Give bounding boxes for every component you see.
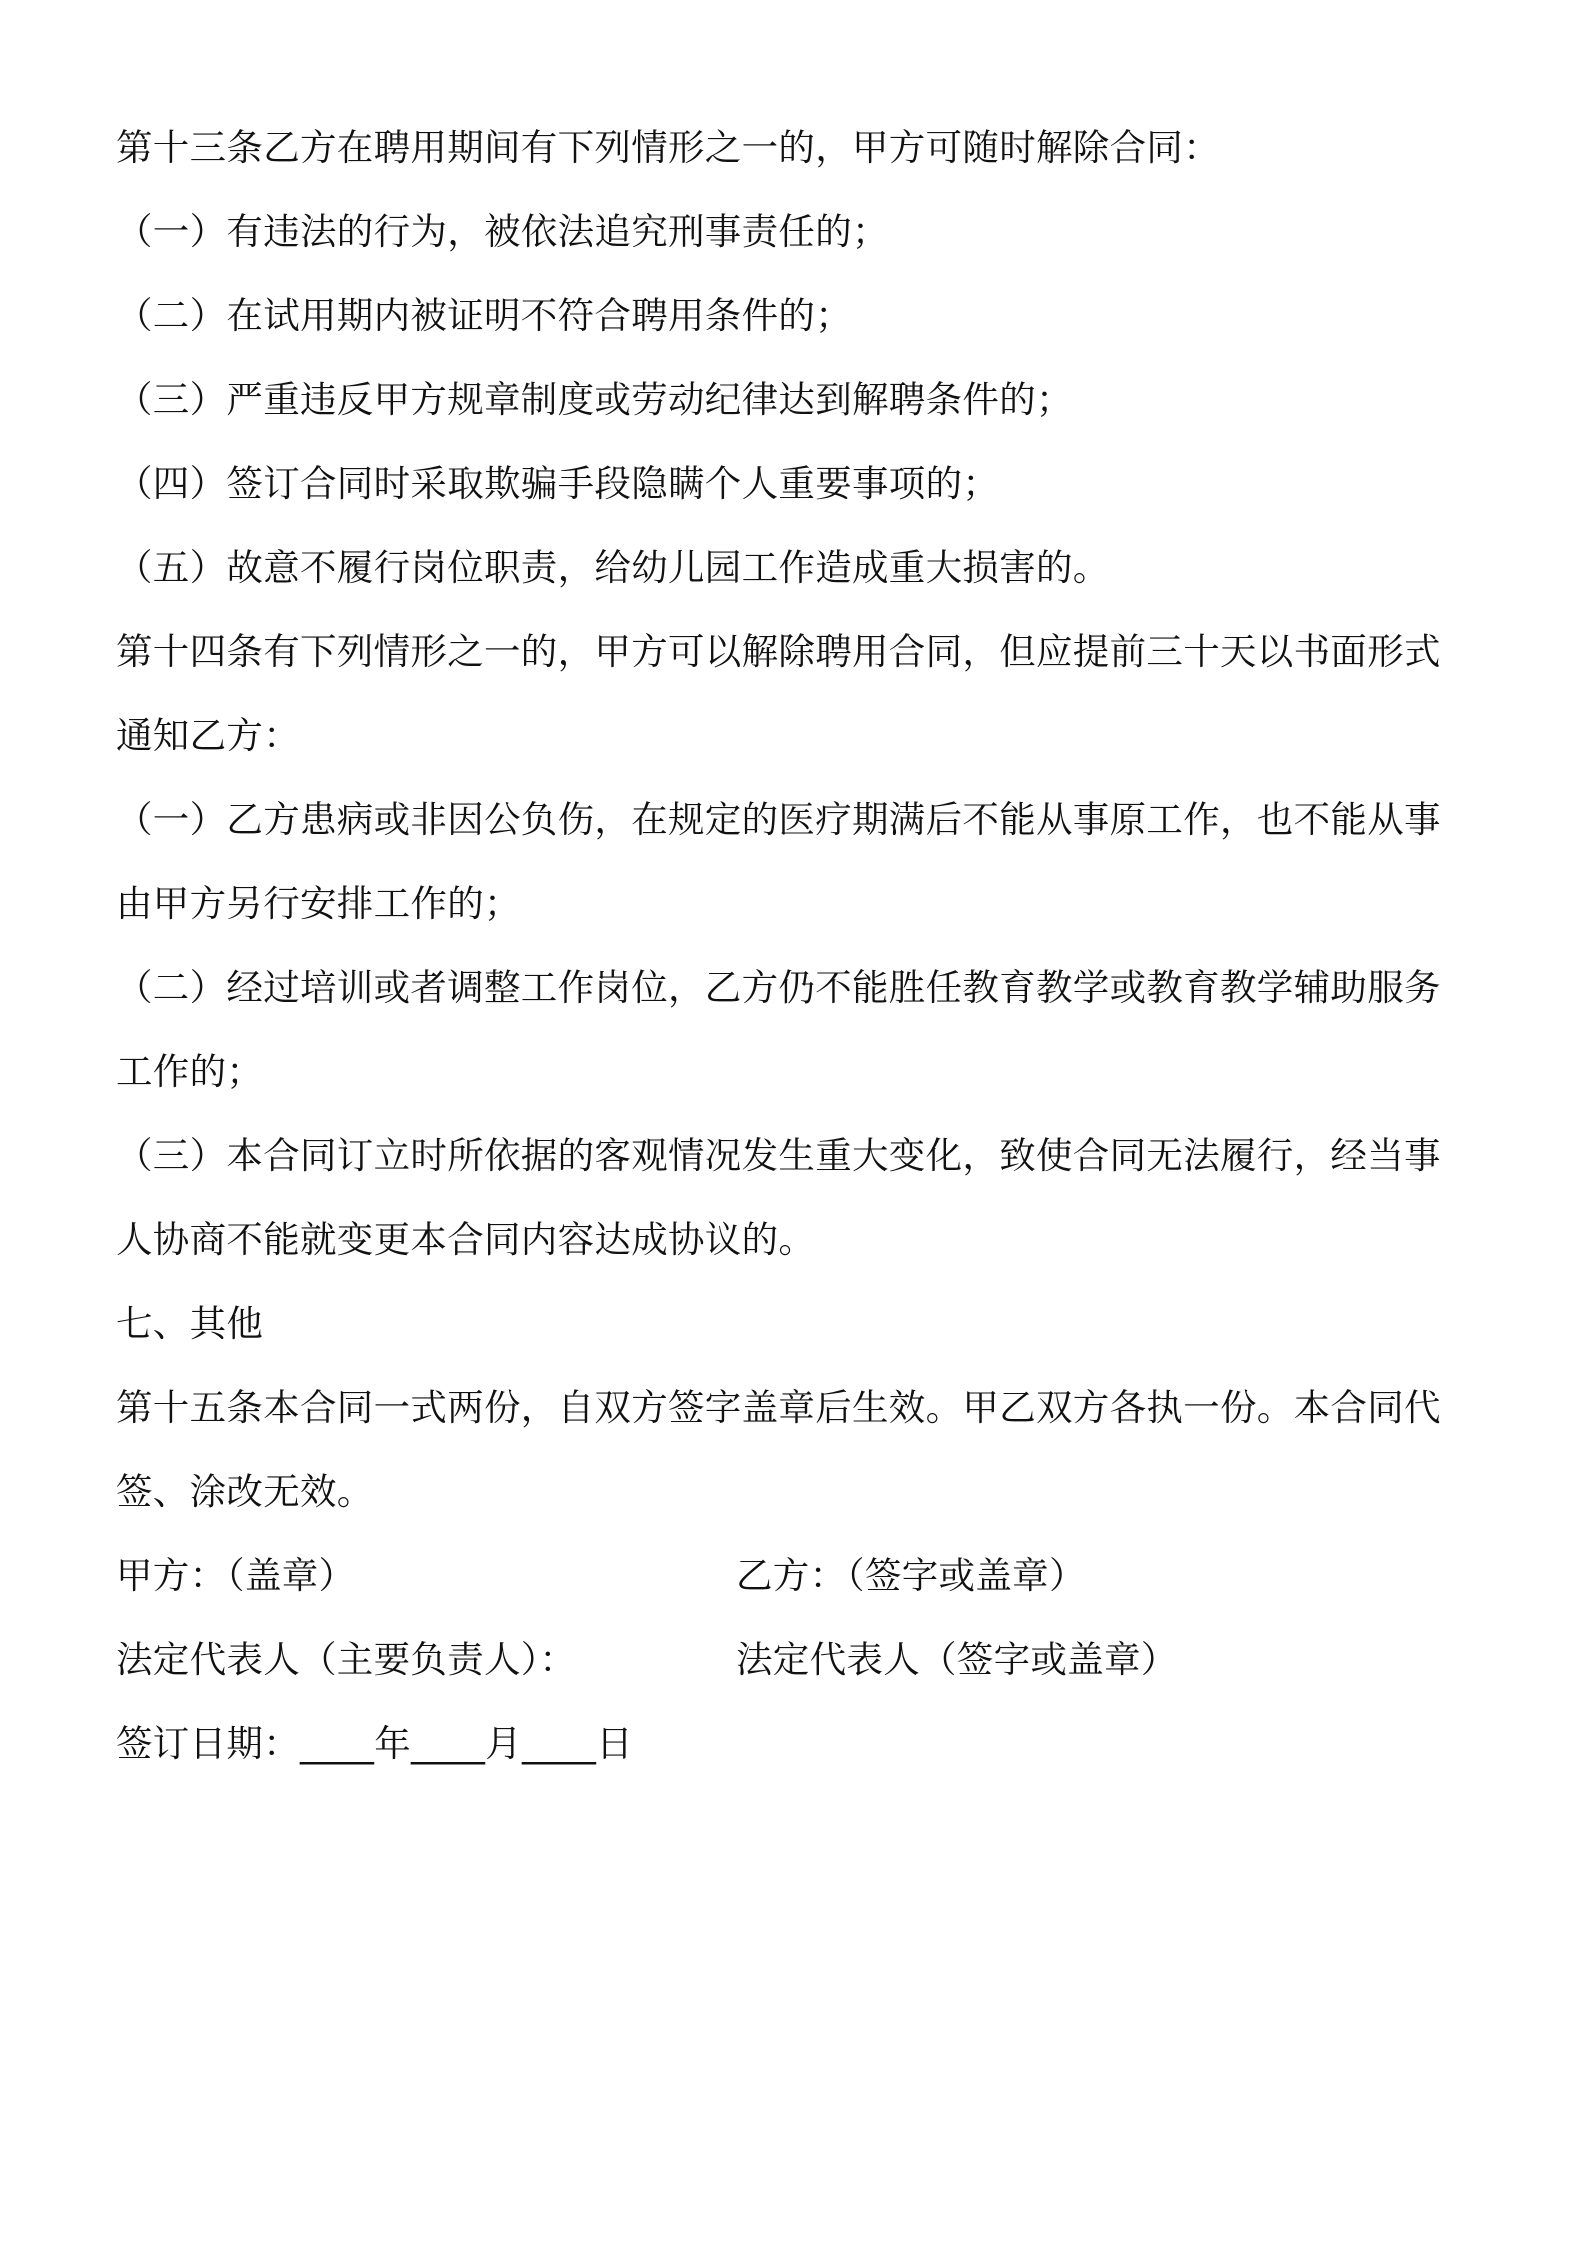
article-13-item-5: （五）故意不履行岗位职责，给幼儿园工作造成重大损害的。 [116, 546, 1110, 589]
article-13-item-2: （二）在试用期内被证明不符合聘用条件的； [116, 294, 852, 337]
article-14-item-2-line-1: （二）经过培训或者调整工作岗位，乙方仍不能胜任教育教学或教育教学辅助服务 [116, 966, 1441, 1009]
party-b-label: 乙方：（签字或盖章） [736, 1554, 1086, 1597]
article-15-line-1: 第十五条本合同一式两份，自双方签字盖章后生效。甲乙双方各执一份。本合同代 [116, 1386, 1441, 1429]
article-13-item-3: （三）严重违反甲方规章制度或劳动纪律达到解聘条件的； [116, 378, 1073, 421]
representative-b-label: 法定代表人（签字或盖章） [736, 1638, 1178, 1681]
article-13-heading: 第十三条乙方在聘用期间有下列情形之一的，甲方可随时解除合同： [116, 126, 1220, 169]
section-7-heading: 七、其他 [116, 1302, 264, 1345]
signature-row-parties [116, 1550, 1490, 1602]
article-13-item-4: （四）签订合同时采取欺骗手段隐瞒个人重要事项的； [116, 462, 1000, 505]
article-13-item-1: （一）有违法的行为，被依法追究刑事责任的； [116, 210, 889, 253]
article-14-heading-line-1: 第十四条有下列情形之一的，甲方可以解除聘用合同，但应提前三十天以书面形式 [116, 630, 1441, 673]
party-a-label: 甲方：（盖章） [116, 1554, 356, 1597]
article-14-item-3-line-2: 人协商不能就变更本合同内容达成协议的。 [116, 1218, 816, 1261]
article-14-item-3-line-1: （三）本合同订立时所依据的客观情况发生重大变化，致使合同无法履行，经当事 [116, 1134, 1441, 1177]
signing-date-line: 签订日期：____年____月____日 [116, 1722, 633, 1765]
article-14-item-1-line-1: （一）乙方患病或非因公负伤，在规定的医疗期满后不能从事原工作，也不能从事 [116, 798, 1441, 841]
article-14-heading-line-2: 通知乙方： [116, 714, 300, 757]
article-14-item-1-line-2: 由甲方另行安排工作的； [116, 882, 521, 925]
article-15-line-2: 签、涂改无效。 [116, 1470, 374, 1513]
representative-a-label: 法定代表人（主要负责人）： [116, 1638, 577, 1681]
article-14-item-2-line-2: 工作的； [116, 1050, 264, 1093]
signature-row-representatives [116, 1634, 1490, 1686]
